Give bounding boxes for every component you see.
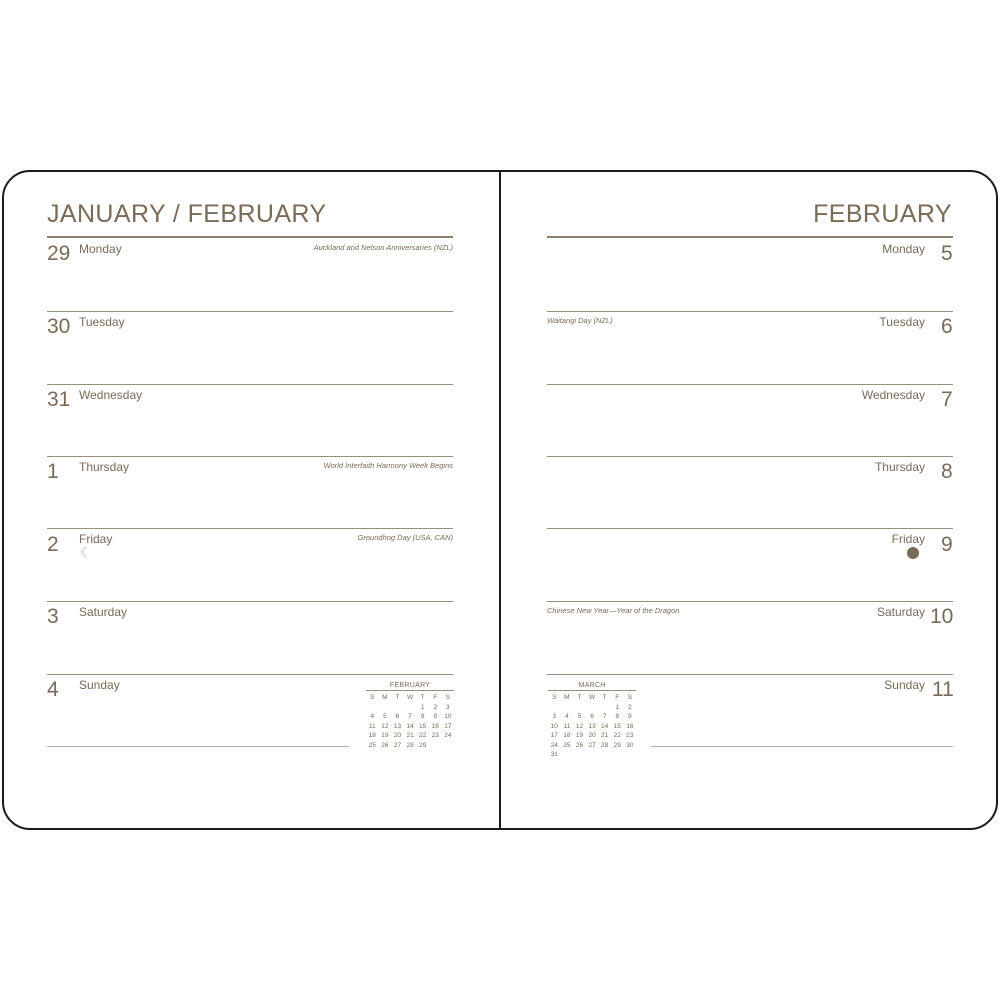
calendar-date: 30	[626, 741, 634, 749]
calendar-date	[598, 703, 611, 713]
weekday-label: W	[589, 694, 596, 701]
calendar-date: 26	[575, 741, 584, 749]
day-number: 31	[47, 388, 71, 411]
calendar-date: 10	[444, 713, 452, 720]
day-rule	[47, 746, 349, 747]
calendar-date: 18	[368, 732, 376, 739]
weekday-label: W	[407, 694, 414, 701]
calendar-date	[611, 750, 624, 760]
calendar-date: 22	[613, 732, 621, 739]
calendar-date	[561, 750, 574, 760]
calendar-date: 7	[602, 713, 607, 720]
day-rule	[547, 674, 953, 675]
weekday-label: F	[433, 694, 438, 701]
calendar-date: 6	[395, 713, 400, 720]
day-number: 6	[941, 315, 953, 338]
day-name: Thursday	[79, 460, 130, 474]
full-moon-icon	[907, 547, 919, 559]
calendar-date: 11	[368, 722, 376, 730]
weekday-label: M	[564, 694, 570, 701]
calendar-date: 19	[575, 732, 584, 739]
holiday-note: Groundhog Day (USA, CAN)	[357, 533, 453, 542]
calendar-date: 25	[368, 741, 376, 749]
calendar-date: 24	[444, 732, 452, 739]
day-number: 3	[47, 605, 59, 628]
day-rule	[547, 384, 953, 385]
calendar-date	[548, 703, 561, 713]
calendar-date: 5	[577, 713, 582, 720]
calendar-date	[573, 703, 586, 713]
day-number: 7	[941, 388, 953, 411]
calendar-date: 5	[383, 713, 387, 720]
weekday-label: T	[420, 694, 425, 701]
day-name: Saturday	[876, 605, 925, 619]
calendar-date: 25	[563, 741, 571, 749]
calendar-date	[586, 750, 599, 760]
day-name: Friday	[891, 532, 925, 546]
calendar-date: 21	[406, 732, 414, 739]
calendar-date: 3	[446, 703, 450, 711]
calendar-date: 22	[419, 732, 427, 739]
calendar-date: 24	[550, 741, 558, 749]
day-number: 8	[941, 460, 953, 483]
day-number: 4	[47, 678, 59, 701]
day-name: Sunday	[79, 678, 120, 692]
day-number: 9	[941, 533, 953, 556]
day-name: Sunday	[884, 678, 925, 692]
day-number: 10	[930, 605, 954, 628]
calendar-date: 20	[393, 732, 402, 739]
calendar-date: 1	[420, 703, 425, 711]
mini-calendar-grid	[366, 693, 454, 750]
day-rule	[547, 528, 953, 529]
calendar-date: 9	[433, 713, 438, 720]
calendar-date: 9	[628, 713, 632, 720]
calendar-date: 27	[588, 741, 596, 749]
weekday-label: M	[382, 694, 388, 701]
day-name: Monday	[79, 242, 122, 256]
day-rule	[47, 384, 453, 385]
day-name: Friday	[79, 532, 113, 546]
day-number: 11	[932, 678, 954, 701]
day-name: Wednesday	[79, 388, 143, 402]
day-name: Tuesday	[79, 315, 125, 329]
weekday-label: T	[395, 694, 400, 701]
calendar-date: 23	[431, 732, 439, 739]
calendar-date: 1	[615, 703, 620, 711]
calendar-date: 10	[550, 722, 558, 730]
calendar-date: 17	[444, 722, 452, 730]
day-name: Thursday	[874, 460, 925, 474]
day-rule	[547, 456, 953, 457]
calendar-date: 28	[601, 741, 609, 749]
calendar-date	[404, 703, 417, 713]
mini-calendar-february	[366, 682, 454, 750]
calendar-date: 12	[381, 722, 389, 730]
day-rule	[47, 674, 453, 675]
calendar-date: 8	[615, 713, 620, 720]
calendar-date: 14	[601, 722, 609, 730]
weekday-label: S	[445, 694, 451, 701]
right-page-title: FEBRUARY	[813, 200, 952, 228]
calendar-date	[624, 750, 637, 760]
weekday-label: T	[602, 694, 607, 701]
mini-calendar-grid	[548, 693, 636, 760]
left-page-title: JANUARY / FEBRUARY	[47, 200, 327, 228]
day-name: Saturday	[79, 605, 128, 619]
calendar-date: 28	[406, 741, 414, 749]
day-number: 2	[47, 533, 59, 556]
crescent-moon-icon: ☾	[80, 544, 93, 560]
weekday-label: S	[370, 694, 375, 701]
calendar-date: 2	[628, 703, 632, 711]
calendar-date: 29	[613, 741, 621, 749]
calendar-date: 17	[550, 732, 558, 739]
calendar-date	[429, 741, 442, 751]
calendar-date: 4	[565, 713, 569, 720]
day-rule	[47, 456, 453, 457]
weekday-label: F	[615, 694, 620, 701]
calendar-date: 15	[419, 722, 427, 730]
calendar-date: 31	[550, 751, 558, 758]
mini-calendar-month: FEBRUARY	[366, 682, 454, 691]
calendar-date: 23	[626, 732, 634, 739]
weekday-label: T	[577, 694, 582, 701]
calendar-date: 16	[431, 722, 439, 730]
calendar-date	[442, 741, 455, 751]
weekday-label: S	[627, 694, 633, 701]
holiday-note: World Interfaith Harmony Week Begins	[323, 461, 453, 470]
calendar-date: 8	[420, 713, 425, 720]
calendar-date	[573, 750, 586, 760]
day-number: 30	[47, 315, 71, 338]
calendar-date: 29	[419, 741, 427, 749]
calendar-date: 4	[370, 713, 375, 720]
day-name: Monday	[882, 242, 925, 256]
calendar-date: 18	[563, 732, 571, 739]
mini-calendar-month: MARCH	[548, 682, 636, 691]
holiday-note: Auckland and Nelson Anniversaries (NZL)	[313, 243, 453, 252]
day-rule	[47, 311, 453, 312]
calendar-date	[391, 703, 404, 713]
calendar-date: 11	[563, 722, 571, 730]
calendar-date: 7	[408, 713, 412, 720]
calendar-date: 19	[381, 732, 389, 739]
day-number: 29	[47, 242, 71, 265]
day-number: 1	[47, 460, 59, 483]
calendar-date: 20	[588, 732, 596, 739]
right-title-rule	[547, 236, 953, 238]
day-name: Tuesday	[879, 315, 925, 329]
calendar-date: 13	[393, 722, 402, 730]
calendar-date	[586, 703, 599, 713]
calendar-date: 3	[552, 713, 557, 720]
holiday-note: Waitangi Day (NZL)	[547, 316, 613, 325]
mini-calendar-march	[548, 682, 636, 760]
day-rule	[47, 601, 453, 602]
weekday-label: S	[552, 694, 557, 701]
calendar-date: 26	[381, 741, 389, 749]
day-rule	[651, 746, 953, 747]
calendar-date	[598, 750, 611, 760]
day-rule	[47, 528, 453, 529]
planner-spine	[499, 170, 501, 830]
day-rule	[547, 311, 953, 312]
calendar-date: 15	[613, 722, 621, 730]
calendar-date	[366, 703, 379, 713]
day-name: Wednesday	[861, 388, 925, 402]
left-title-rule	[47, 236, 453, 238]
calendar-date	[379, 703, 392, 713]
calendar-date: 21	[601, 732, 609, 739]
calendar-date: 12	[575, 722, 584, 730]
calendar-date: 27	[393, 741, 402, 749]
calendar-date: 13	[588, 722, 596, 730]
day-rule	[547, 601, 953, 602]
calendar-date	[561, 703, 574, 713]
day-number: 5	[941, 242, 953, 265]
calendar-date: 6	[590, 713, 594, 720]
calendar-date: 2	[433, 703, 438, 711]
calendar-date: 14	[406, 722, 414, 730]
holiday-note: Chinese New Year—Year of the Dragon	[547, 606, 680, 615]
calendar-date: 16	[626, 722, 634, 730]
